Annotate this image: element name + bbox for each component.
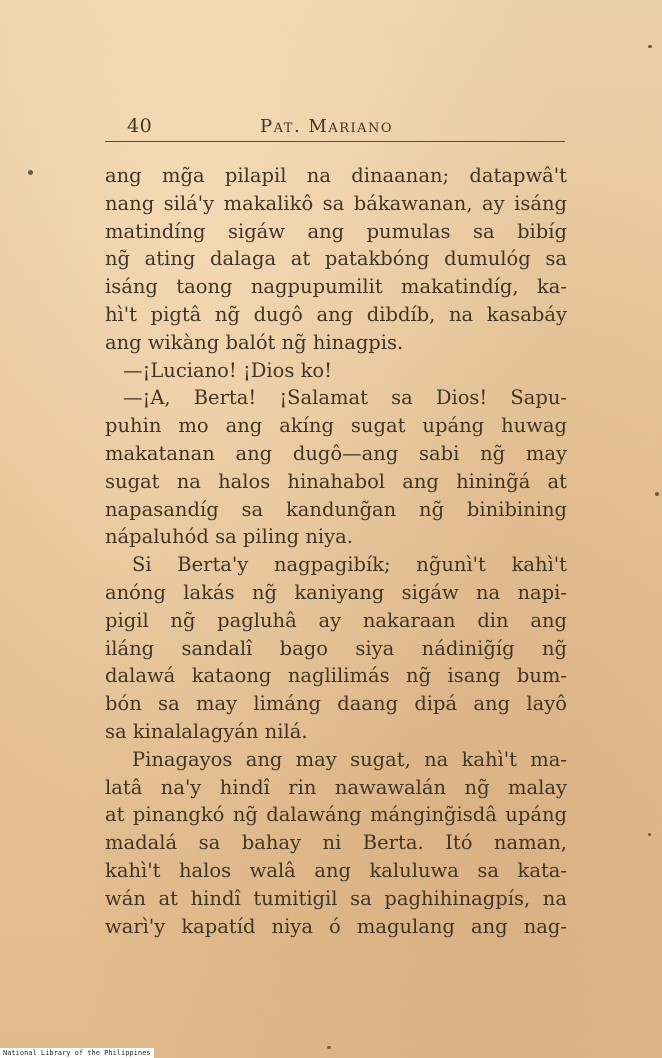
- text-line: —¡Luciano! ¡Dios ko!: [123, 358, 333, 382]
- page-number: 40: [127, 115, 153, 137]
- text-line: Pinagayos ang may sugat, na kahì't ma-: [132, 747, 567, 771]
- text-line: ng̃ ating dalaga at patakbóng dumulóg sa: [105, 247, 567, 271]
- paper-speck: [28, 170, 33, 175]
- text-line: pigil ng̃ pagluhâ ay nakaraan din ang: [105, 608, 567, 632]
- text-line: sa kinalalagyán nilá.: [105, 719, 308, 743]
- text-line: anóng lakás ng̃ kaniyang sigáw na napi-: [105, 580, 567, 604]
- paper-speck: [648, 833, 651, 836]
- text-line: bón sa may limáng daang dipá ang layô: [105, 692, 567, 716]
- text-line: Si Berta'y nagpagibík; ng̃unì't kahì't: [132, 553, 567, 577]
- text-line: ang wikàng balót ng̃ hinagpis.: [105, 330, 404, 354]
- text-line: hì't pigtâ ng̃ dugô ang dibdíb, na kasabáy: [105, 302, 567, 326]
- paper-speck: [655, 492, 659, 496]
- text-line: puhin mo ang akíng sugat upáng huwag: [105, 414, 567, 438]
- text-line: makatanan ang dugô—ang sabi ng̃ may: [105, 441, 567, 465]
- page-header: [105, 111, 565, 142]
- text-line: nápaluhód sa piling niya.: [105, 525, 353, 549]
- text-line: madalá sa bahay ni Berta. Itó naman,: [105, 831, 567, 855]
- text-line: latâ na'y hindî rin nawawalán ng̃ malay: [105, 775, 567, 799]
- text-line: ang mg̃a pilapil na dinaanan; datapwâ't: [105, 164, 567, 187]
- text-line: matindíng sigáw ang pumulas sa bibíg: [105, 219, 567, 243]
- text-line: nang silá'y makalikô sa bákawanan, ay isáng: [105, 191, 567, 215]
- text-line: isáng taong nagpupumilit makatindíg, ka-: [105, 275, 567, 299]
- paper-speck: [327, 1046, 331, 1049]
- text-line: kahì't halos walâ ang kaluluwa sa kata-: [105, 858, 567, 882]
- library-credit: National Library of the Philippines: [0, 1048, 154, 1058]
- text-line: dalawá kataong naglilimás ng̃ isang bum-: [105, 664, 567, 688]
- text-line: iláng sandalî bago siya nádinig̃íg ng̃: [105, 636, 567, 660]
- paper-speck: [648, 45, 652, 48]
- text-line: —¡A, Berta! ¡Salamat sa Dios! Sapu-: [123, 386, 567, 410]
- body-text: [105, 162, 567, 940]
- text-line: warì'y kapatíd niya ó magulang ang nag-: [105, 914, 567, 938]
- text-line: sugat na halos hinahabol ang hining̃á at: [105, 469, 567, 493]
- text-line: napasandíg sa kandung̃an ng̃ binibining: [105, 497, 567, 521]
- running-head: Pat. Mariano: [260, 116, 394, 137]
- text-line: at pinangkó ng̃ dalawáng mánging̃isdâ upáng: [105, 803, 567, 827]
- text-line: wán at hindî tumitigil sa paghihinagpís, na: [105, 886, 567, 910]
